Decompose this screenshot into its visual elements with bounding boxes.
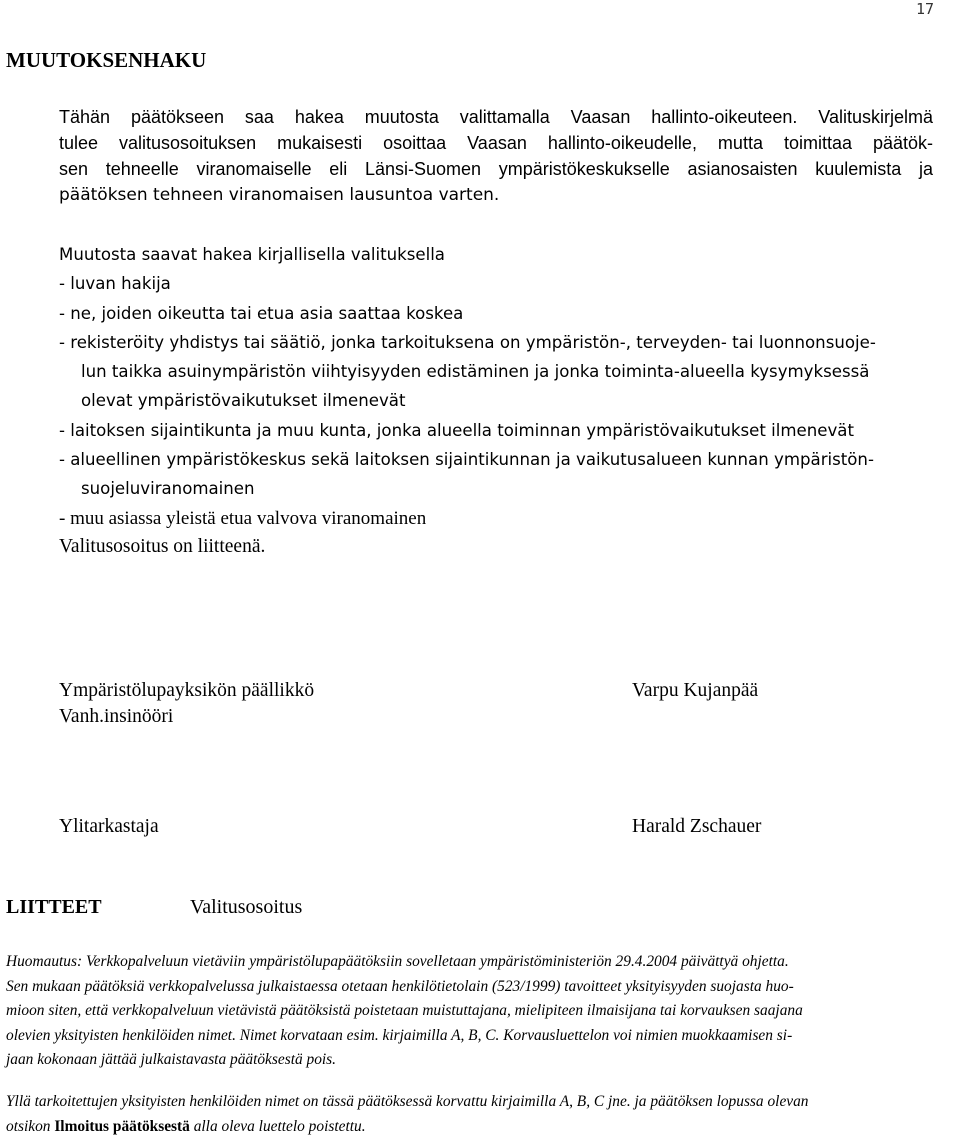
list-item: - laitoksen sijaintikunta ja muu kunta, jonka alueella toiminnan ympäristövaikutukset ilmenevät	[59, 416, 939, 445]
signer-title: Ympäristölupayksikön päällikkö	[59, 678, 314, 704]
footnote	[6, 950, 956, 1073]
appeal-paragraph	[59, 104, 933, 208]
page-number: 17	[916, 0, 934, 18]
list-item-continuation: olevat ympäristövaikutukset ilmenevät	[59, 386, 939, 415]
footnote-line	[6, 1115, 956, 1139]
list-item: - rekisteröity yhdistys tai säätiö, jonka tarkoituksena on ympäristön-, terveyden- tai luonnonsuoje-	[59, 328, 939, 357]
list-intro: Muutosta saavat hakea kirjallisella valituksella	[59, 240, 939, 269]
signer-name: Varpu Kujanpää	[632, 678, 758, 704]
paragraph-line: tulee valitusosoituksen mukaisesti osoittaa Vaasan hallinto-oikeudelle, mutta toimittaa päätök-	[59, 130, 933, 156]
footnote-line: Yllä tarkoitettujen yksityisten henkilöiden nimet on tässä päätöksessä korvattu kirjaimilla A, B, C jne. ja päätöksen lopussa olevan	[6, 1090, 956, 1115]
list-item-continuation: lun taikka asuinympäristön viihtyisyyden edistäminen ja jonka toiminta-alueella kysymyksessä	[59, 357, 939, 386]
section-heading: MUUTOKSENHAKU	[6, 48, 206, 73]
signer-title: Vanh.insinööri	[59, 704, 314, 730]
list-item: - ne, joiden oikeutta tai etua asia saattaa koskea	[59, 299, 939, 328]
footnote-line: mioon siten, että verkkopalveluun vietävistä päätöksistä poistetaan muistuttajana, mielipiteen ilmaisijana tai korvauksen saajana	[6, 999, 956, 1024]
footnote-bold-title: Ilmoitus päätöksestä	[54, 1118, 190, 1135]
list-item: - muu asiassa yleistä etua valvova viranomainen	[59, 504, 939, 533]
attachment-item: Valitusosoitus	[190, 896, 302, 919]
signature-left-block	[59, 678, 314, 730]
footnote-text: otsikon	[6, 1118, 54, 1135]
signer-name: Harald Zschauer	[632, 814, 761, 840]
footnote-text: alla oleva luettelo poistettu.	[190, 1118, 366, 1135]
footnote-line: Sen mukaan päätöksiä verkkopalvelussa julkaistaessa otetaan henkilötietolain (523/1999) tavoitteet yksityisyyden suojasta huo-	[6, 975, 956, 1000]
attachments-label: LIITTEET	[6, 896, 102, 919]
paragraph-line: Tähän päätökseen saa hakea muutosta valittamalla Vaasan hallinto-oikeuteen. Valituskirjelmä	[59, 104, 933, 130]
list-item: - alueellinen ympäristökeskus sekä laitoksen sijaintikunnan ja vaikutusalueen kunnan ympäristön-	[59, 445, 939, 474]
attachment-note: Valitusosoitus on liitteenä.	[59, 536, 265, 558]
paragraph-line: päätöksen tehneen viranomaisen lausuntoa varten.	[59, 182, 933, 208]
footnote-anonymization	[6, 1090, 956, 1139]
list-item: - luvan hakija	[59, 269, 939, 298]
footnote-line: olevien yksityisten henkilöiden nimet. Nimet korvataan esim. kirjaimilla A, B, C. Korvausluettelon voi nimien muokkaamisen si-	[6, 1024, 956, 1049]
paragraph-line: sen tehneelle viranomaiselle eli Länsi-Suomen ympäristökeskukselle asianosaisten kuulemista ja	[59, 156, 933, 182]
footnote-line: jaan kokonaan jättää julkaistavasta päätöksestä pois.	[6, 1048, 956, 1073]
appeal-rights-list	[59, 240, 939, 533]
list-item-continuation: suojeluviranomainen	[59, 474, 939, 503]
signer-title: Ylitarkastaja	[59, 814, 159, 840]
footnote-line: Huomautus: Verkkopalveluun vietäviin ympäristölupapäätöksiin sovelletaan ympäristöministeriön 29.4.2004 päivättyä ohjetta.	[6, 950, 956, 975]
